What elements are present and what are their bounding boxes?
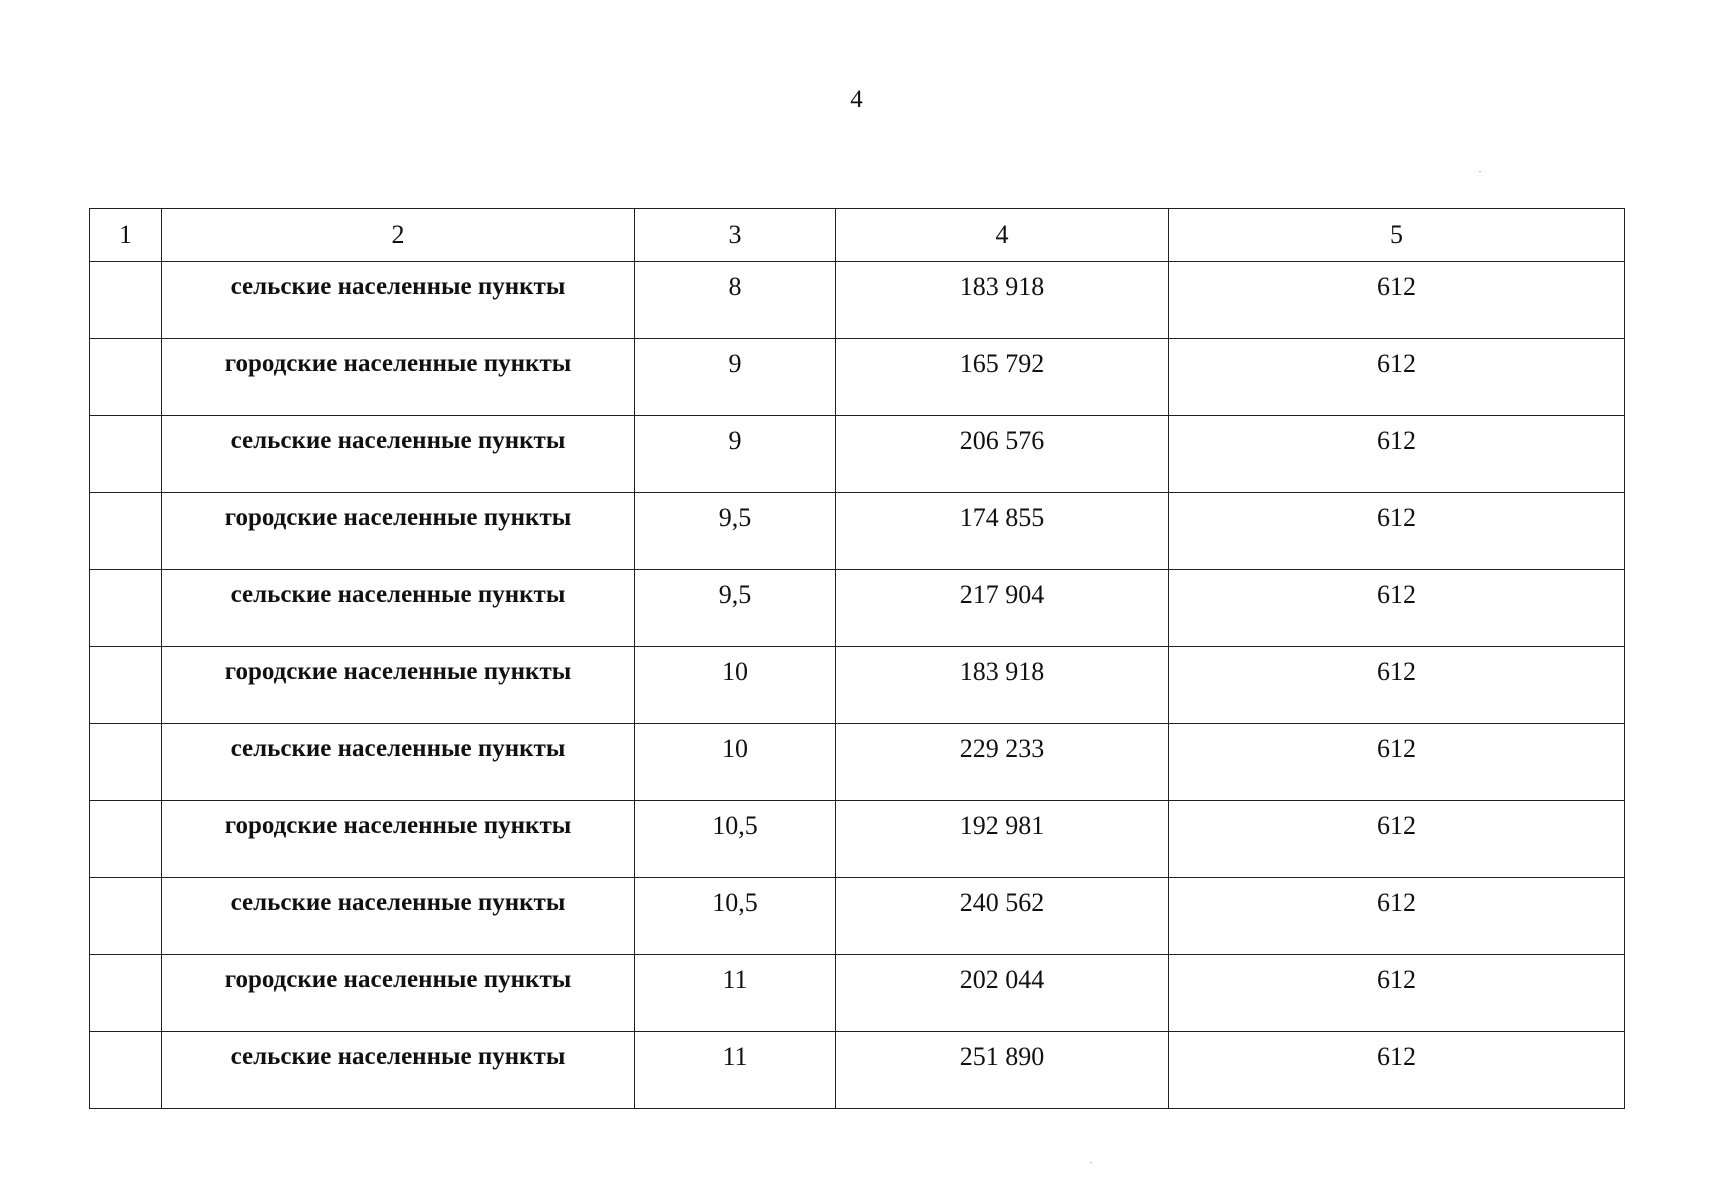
column-3-value-cell: 10 bbox=[635, 647, 836, 724]
table-row bbox=[90, 647, 1625, 724]
table-header-row bbox=[90, 209, 1625, 262]
row-number-cell bbox=[90, 801, 162, 878]
column-5-value-cell: 612 bbox=[1169, 570, 1625, 647]
row-number-cell bbox=[90, 878, 162, 955]
column-4-value-cell: 217 904 bbox=[836, 570, 1169, 647]
table-row bbox=[90, 570, 1625, 647]
row-number-cell bbox=[90, 955, 162, 1032]
column-5-value-cell: 612 bbox=[1169, 1032, 1625, 1109]
column-4-value-cell: 192 981 bbox=[836, 801, 1169, 878]
column-5-value-cell: 612 bbox=[1169, 493, 1625, 570]
column-4-value-cell: 174 855 bbox=[836, 493, 1169, 570]
column-5-value-cell: 612 bbox=[1169, 724, 1625, 801]
settlement-type-cell: сельские населенные пункты bbox=[162, 570, 635, 647]
column-4-value-cell: 240 562 bbox=[836, 878, 1169, 955]
table-row bbox=[90, 955, 1625, 1032]
column-5-value-cell: 612 bbox=[1169, 262, 1625, 339]
column-3-value-cell: 10,5 bbox=[635, 878, 836, 955]
scan-speck bbox=[1479, 171, 1481, 172]
settlement-type-cell: городские населенные пункты bbox=[162, 801, 635, 878]
settlement-type-cell: городские населенные пункты bbox=[162, 955, 635, 1032]
data-table bbox=[89, 208, 1625, 1109]
table-row bbox=[90, 1032, 1625, 1109]
column-3-value-cell: 8 bbox=[635, 262, 836, 339]
settlement-type-cell: сельские населенные пункты bbox=[162, 262, 635, 339]
row-number-cell bbox=[90, 647, 162, 724]
settlement-type-cell: сельские населенные пункты bbox=[162, 878, 635, 955]
column-4-value-cell: 183 918 bbox=[836, 647, 1169, 724]
column-3-value-cell: 9,5 bbox=[635, 493, 836, 570]
column-3-value-cell: 9 bbox=[635, 339, 836, 416]
settlement-type-cell: городские населенные пункты bbox=[162, 493, 635, 570]
column-5-value-cell: 612 bbox=[1169, 878, 1625, 955]
row-number-cell bbox=[90, 262, 162, 339]
settlement-type-cell: сельские населенные пункты bbox=[162, 1032, 635, 1109]
column-4-value-cell: 229 233 bbox=[836, 724, 1169, 801]
column-4-value-cell: 183 918 bbox=[836, 262, 1169, 339]
column-3-value-cell: 11 bbox=[635, 1032, 836, 1109]
column-4-value-cell: 202 044 bbox=[836, 955, 1169, 1032]
column-4-value-cell: 251 890 bbox=[836, 1032, 1169, 1109]
table-row bbox=[90, 416, 1625, 493]
column-header: 2 bbox=[162, 209, 635, 262]
row-number-cell bbox=[90, 1032, 162, 1109]
table-row bbox=[90, 339, 1625, 416]
table-row bbox=[90, 493, 1625, 570]
column-5-value-cell: 612 bbox=[1169, 955, 1625, 1032]
column-3-value-cell: 9 bbox=[635, 416, 836, 493]
row-number-cell bbox=[90, 724, 162, 801]
row-number-cell bbox=[90, 570, 162, 647]
column-5-value-cell: 612 bbox=[1169, 647, 1625, 724]
settlement-type-cell: городские населенные пункты bbox=[162, 647, 635, 724]
row-number-cell bbox=[90, 493, 162, 570]
column-header: 3 bbox=[635, 209, 836, 262]
column-3-value-cell: 10,5 bbox=[635, 801, 836, 878]
table-row bbox=[90, 801, 1625, 878]
column-4-value-cell: 165 792 bbox=[836, 339, 1169, 416]
table-body bbox=[90, 209, 1625, 1109]
table-row bbox=[90, 878, 1625, 955]
scan-speck bbox=[1090, 1162, 1092, 1163]
settlement-type-cell: сельские населенные пункты bbox=[162, 416, 635, 493]
page-number: 4 bbox=[850, 86, 863, 113]
column-5-value-cell: 612 bbox=[1169, 339, 1625, 416]
column-3-value-cell: 9,5 bbox=[635, 570, 836, 647]
table-row bbox=[90, 262, 1625, 339]
row-number-cell bbox=[90, 339, 162, 416]
row-number-cell bbox=[90, 416, 162, 493]
settlement-type-cell: городские населенные пункты bbox=[162, 339, 635, 416]
column-5-value-cell: 612 bbox=[1169, 416, 1625, 493]
column-header: 4 bbox=[836, 209, 1169, 262]
table-row bbox=[90, 724, 1625, 801]
column-header: 1 bbox=[90, 209, 162, 262]
column-4-value-cell: 206 576 bbox=[836, 416, 1169, 493]
column-3-value-cell: 11 bbox=[635, 955, 836, 1032]
settlement-type-cell: сельские населенные пункты bbox=[162, 724, 635, 801]
column-3-value-cell: 10 bbox=[635, 724, 836, 801]
column-5-value-cell: 612 bbox=[1169, 801, 1625, 878]
column-header: 5 bbox=[1169, 209, 1625, 262]
